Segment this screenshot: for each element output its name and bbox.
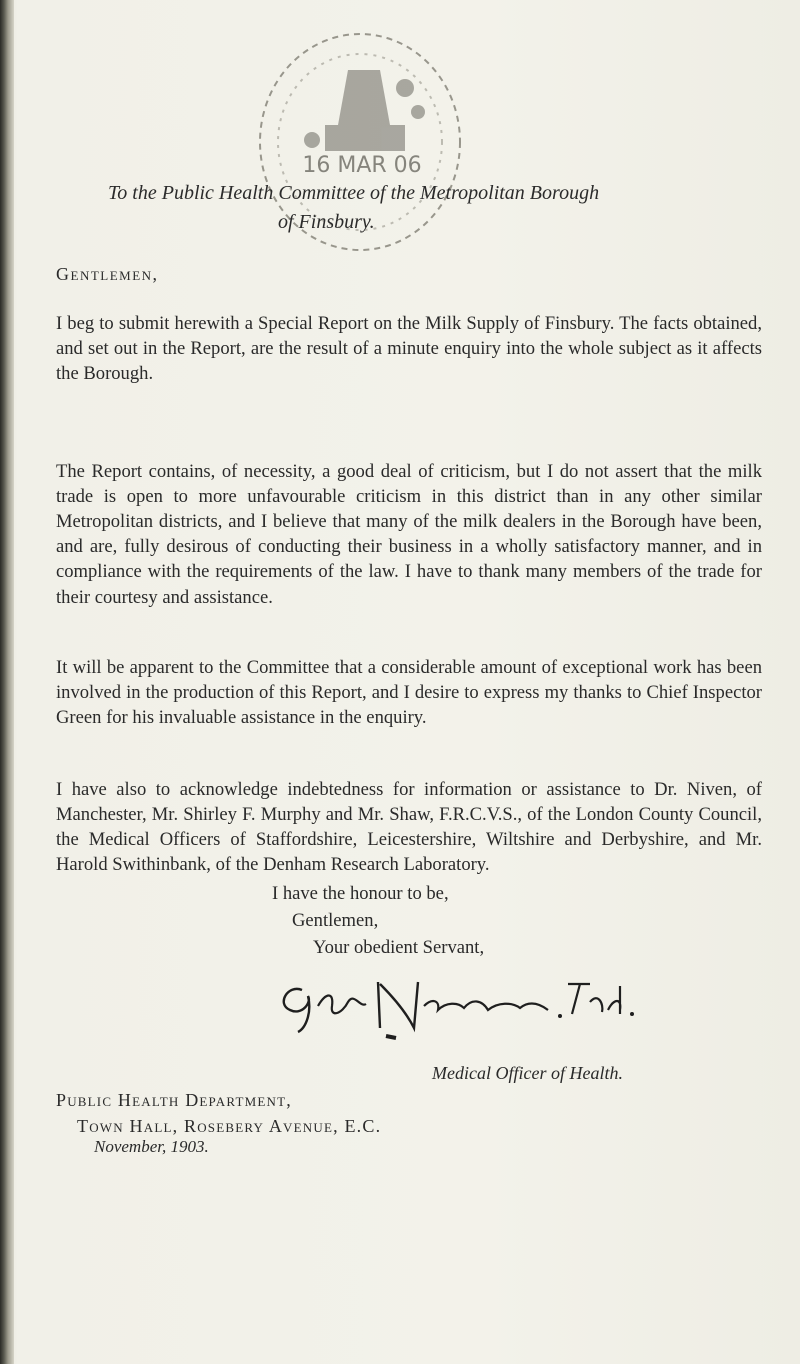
paragraph-2: The Report contains, of necessity, a good deal of criticism, but I do not assert that the milk trade is open to more unfavourable criticism in this district than in any other similar Metropolitan districts, and I believe that many of the milk dealers in the Borough have been, and are, fully desirous of conducting their business in a wholly satisfactory manner, and in compliance with the requirements of the law. I have to thank many members of the trade for their courtesy and assistance.: [56, 460, 762, 608]
addressee-line-1: To the Public Health Committee of the Metropolitan Borough: [108, 182, 600, 204]
department-line-1: Public Health Department,: [56, 1090, 292, 1110]
salutation: Gentlemen,: [56, 264, 159, 284]
library-stamp: [230, 30, 490, 300]
closing-block: [272, 880, 484, 961]
department-line-2: Town Hall, Rosebery Avenue, E.C.: [77, 1116, 382, 1136]
paragraph-3: It will be apparent to the Committee that a considerable amount of exceptional work has been involved in the production of this Report, and I desire to express my thanks to Chief Inspector Green for his invaluable assistance in the enquiry.: [56, 656, 762, 728]
signatory-title: Medical Officer of Health.: [432, 1063, 623, 1083]
signature-graphic: [268, 962, 648, 1052]
closing-line-3: Your obedient Servant,: [313, 937, 485, 958]
stamp-graphic: [230, 30, 490, 300]
handwritten-signature: [268, 962, 648, 1052]
paragraph-1: I beg to submit herewith a Special Report on the Milk Supply of Finsbury. The facts obtained, and set out in the Report, are the result of a minute enquiry into the whole subject as it affects the Borough.: [56, 312, 762, 384]
department-address: [56, 1087, 381, 1139]
closing-line-1: I have the honour to be,: [272, 883, 449, 904]
addressee-line-2: of Finsbury.: [278, 211, 375, 233]
addressee: [108, 182, 768, 234]
binding-edge: [0, 0, 14, 1364]
closing-line-2: Gentlemen,: [292, 910, 379, 931]
paragraph-4: I have also to acknowledge indebtedness for information or assistance to Dr. Niven, of Manchester, Mr. Shirley F. Murphy and Mr. Shaw, F.R.C.V.S., of the London County Council, the Medical Officers of Staffordshire, Leicestershire, Wiltshire and Derbyshire, and Mr. Harold Swithinbank, of the Denham Research Laboratory.: [56, 778, 762, 876]
letter-date: November, 1903.: [94, 1137, 209, 1156]
stamp-date-text: 16 MAR 06: [302, 153, 422, 178]
